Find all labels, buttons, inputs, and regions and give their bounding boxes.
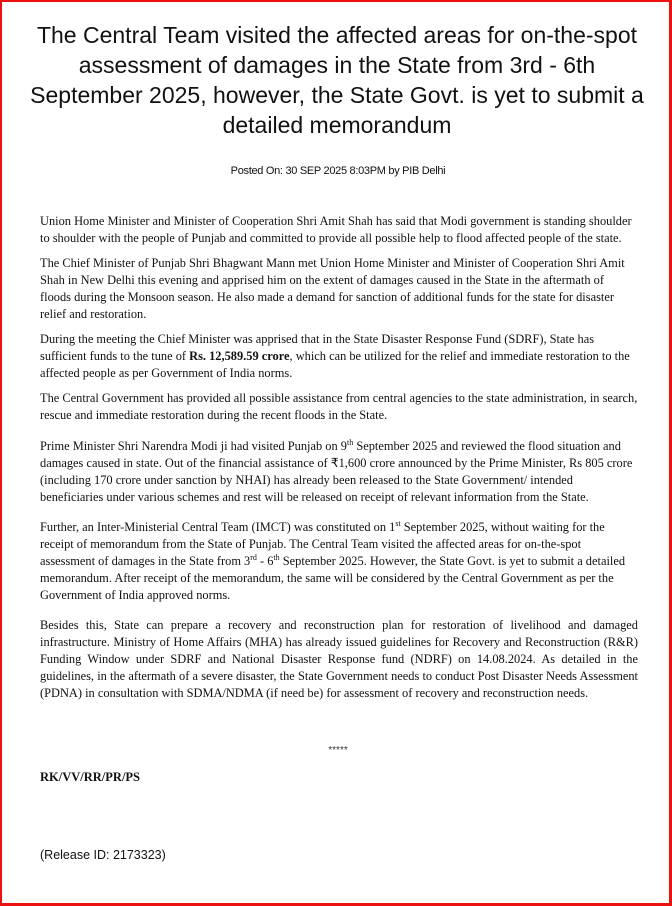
ordinal-suffix: st [395,518,401,528]
paragraph-4: The Central Government has provided all possible assistance from central agencies to the state administration, in search, rescue and immediate restoration during the recent floods in the State. [40,391,638,422]
paragraph-3-text-end: , which can be utilized for the relief and immediate restoration to the affected people as per Government of India norms. [40,349,630,380]
paragraph-5 [40,438,638,506]
paragraph-2: The Chief Minister of Punjab Shri Bhagwant Mann met Union Home Minister and Minister of Cooperation Shri Amit Shah in New Delhi this evening and apprised him on the extent of damages caused in the State in the aftermath of floods during the Monsoon season. He also made a demand for sanction of additional funds for the state for disaster relief and restoration. [40,256,625,321]
paragraph-6-text: - 6 [256,554,274,568]
posted-on: Posted On: 30 SEP 2025 8:03PM by PIB Delhi [230,165,446,177]
paragraph-1: Union Home Minister and Minister of Cooperation Shri Amit Shah has said that Modi government is standing shoulder to shoulder with the people of Punjab and committed to provide all possible help to flood affected people of the state. [40,214,632,245]
paragraph-6 [40,519,638,604]
release-id: (Release ID: 2173323) [40,848,166,862]
ordinal-suffix: rd [250,552,257,562]
paragraph-6-text: September 2025. However, the State Govt. is yet to submit a detailed memorandum. After receipt of the memorandum, the same will be considered by the Central Government as per the Government of India approved norms. [40,554,626,602]
paragraph-3 [40,331,638,382]
page-title: The Central Team visited the affected areas for on-the-spot assessment of damages in the State from 3rd - 6th September 2025, however, the State Govt. is yet to submit a detailed memorandum [30,22,644,138]
paragraph-5-text-end: September 2025 and reviewed the flood situation and damages caused in state. Out of the financial assistance of ₹1,600 crore announced by the Prime Minister, Rs 805 crore (including 170 crore under sanction by NHAI) has already been released to the State Government/ intended beneficiaries under various schemes and rest will be released on receipt of relevant information from the State. [40,439,633,504]
paragraph-7: Besides this, State can prepare a recovery and reconstruction plan for restoration of livelihood and damaged infrastructure. Ministry of Home Affairs (MHA) has already issued guidelines for Recovery and Reconstruction (R&R) Funding Window under SDRF and National Disaster Response fund (NDRF) on 14.08.2024. As detailed in the guidelines, in the aftermath of a severe disaster, the State Government needs to conduct Post Disaster Needs Assessment (PDNA) in consultation with SDMA/NDMA (if need be) for assessment of recovery and reconstruction needs. [40,618,638,700]
paragraph-6-text: September 2025, without waiting for the receipt of memorandum from the State of Punjab. The Central Team visited the affected areas for on-the-spot assessment of damages in the State from 3 [40,520,605,568]
paragraph-6-text: Further, an Inter-Ministerial Central Team (IMCT) was constituted on 1 [40,520,396,534]
ordinal-suffix: th [346,437,354,447]
author-initials: RK/VV/RR/PR/PS [40,770,140,784]
sdrf-amount: Rs. 12,589.59 crore [189,349,290,363]
paragraph-3-text: During the meeting the Chief Minister was apprised that in the State Disaster Response Fund (SDRF), State has sufficient funds to the tune of [40,332,595,363]
separator: ***** [328,745,348,756]
article-body [40,213,638,710]
paragraph-5-text: Prime Minister Shri Narendra Modi ji had visited Punjab on 9 [40,439,347,453]
ordinal-suffix: th [273,552,280,562]
